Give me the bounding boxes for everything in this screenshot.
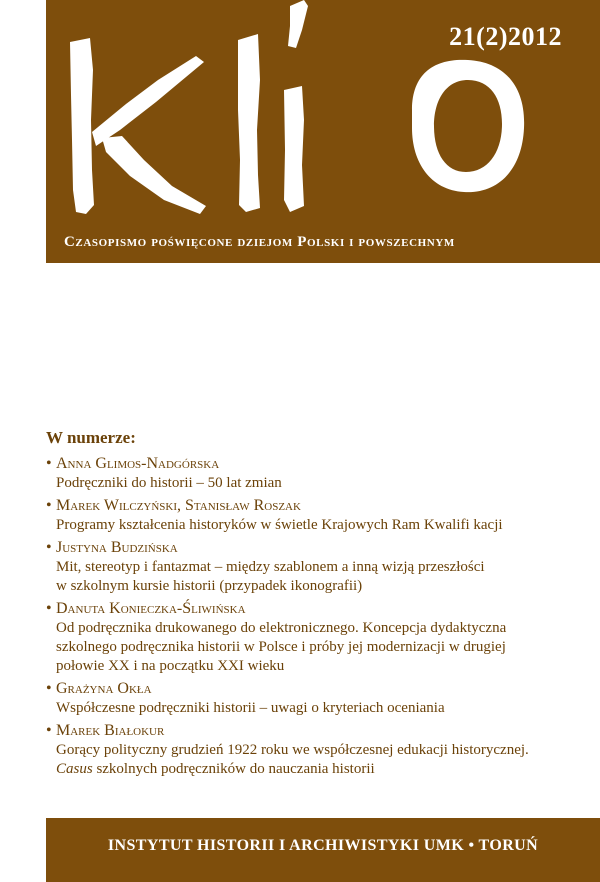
bullet-icon: • — [46, 600, 52, 617]
toc-item — [46, 454, 566, 493]
footer-band — [46, 818, 600, 882]
toc-item — [46, 599, 566, 676]
toc-heading: W numerze: — [46, 428, 136, 447]
author-name: Marek Wilczyński, Stanisław Roszak — [56, 497, 301, 514]
publisher-line: INSTYTUT HISTORII I ARCHIWISTYKI UMK • TORUŃ — [107, 837, 539, 854]
toc-article-title — [46, 474, 566, 493]
author-name: Anna Glimos-Nadgórska — [56, 455, 220, 472]
author-name: Grażyna Okła — [56, 680, 152, 697]
journal-subtitle: Czasopismo poświęcone dziejom Polski i powszechnym — [64, 234, 455, 250]
toc-article-title — [46, 619, 566, 676]
title-italic-word: Casus — [56, 761, 93, 777]
title-line: Współczesne podręczniki historii – uwagi o kryteriach oceniania — [56, 700, 445, 716]
title-line: Podręczniki do historii – 50 lat zmian — [56, 475, 282, 491]
title-line: szkolnego podręcznika historii w Polsce i próby jej modernizacji w drugiej — [56, 639, 506, 655]
toc-author — [46, 454, 566, 474]
toc-item — [46, 721, 566, 779]
toc-item — [46, 538, 566, 596]
bullet-icon: • — [46, 539, 52, 556]
author-name: Justyna Budzińska — [56, 539, 178, 556]
toc-article-title — [46, 741, 566, 779]
title-line: Gorący polityczny grudzień 1922 roku we współczesnej edukacji historycznej. — [56, 742, 529, 758]
header-band — [46, 0, 600, 263]
author-name: Danuta Konieczka-Śliwińska — [56, 600, 246, 617]
toc-article-title — [46, 699, 566, 718]
toc-article-title — [46, 516, 566, 535]
toc-author — [46, 721, 566, 741]
title-line: Od podręcznika drukowanego do elektronicznego. Koncepcja dydaktyczna — [56, 620, 507, 636]
bullet-icon: • — [46, 497, 52, 514]
toc-item — [46, 679, 566, 718]
bullet-icon: • — [46, 680, 52, 697]
toc-author — [46, 496, 566, 516]
toc-author — [46, 538, 566, 558]
title-line: w szkolnym kursie historii (przypadek ikonografii) — [56, 578, 363, 594]
toc-author — [46, 679, 566, 699]
toc-article-title — [46, 558, 566, 596]
title-line: Programy kształcenia historyków w świetle Krajowych Ram Kwalifi kacji — [56, 517, 503, 533]
title-line: połowie XX i na początku XXI wieku — [56, 658, 285, 674]
issue-number: 21(2)2012 — [449, 22, 562, 51]
author-name: Marek Białokur — [56, 722, 165, 739]
title-line: szkolnych podręczników do nauczania historii — [92, 761, 375, 777]
toc-author — [46, 599, 566, 619]
table-of-contents — [46, 428, 566, 782]
bullet-icon: • — [46, 455, 52, 472]
title-line: Mit, stereotyp i fantazmat – między szablonem a inną wizją przeszłości — [56, 559, 485, 575]
toc-item — [46, 496, 566, 535]
bullet-icon: • — [46, 722, 52, 739]
